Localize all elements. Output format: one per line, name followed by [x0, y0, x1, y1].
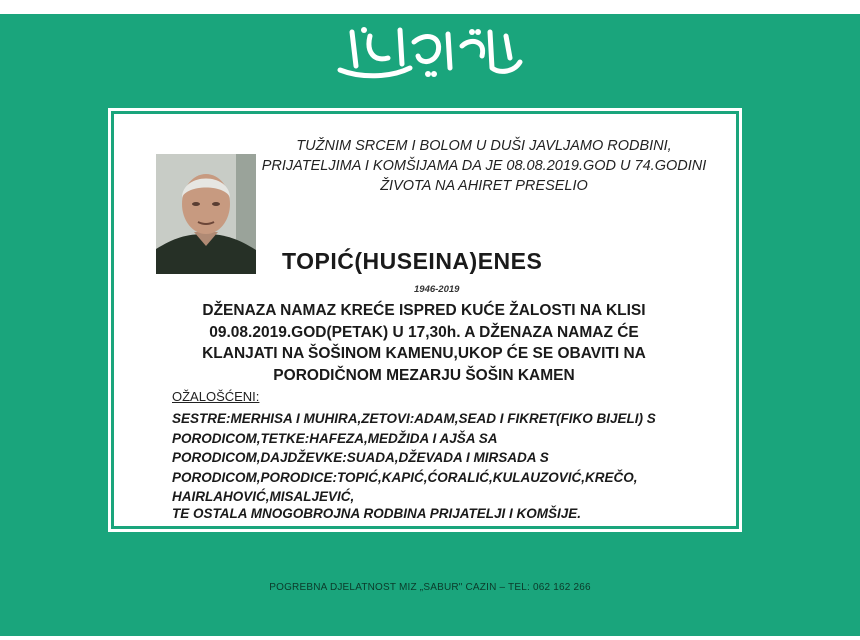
life-years: 1946-2019 — [414, 284, 460, 295]
obituary-card — [114, 114, 736, 526]
portrait-photo — [156, 154, 256, 274]
mourners-line: HAIRLAHOVIĆ,MISALJEVIĆ, — [172, 489, 355, 504]
mourners-line: PORODICOM,PORODICE:TOPIĆ,KAPIĆ,ĆORALIĆ,KULAUZOVIĆ,KREČO, — [172, 469, 638, 485]
mourners-line: PORODICOM,TETKE:HAFEZA,MEDŽIDA I AJŠA SA — [172, 430, 498, 446]
closing-line: TE OSTALA MNOGOBROJNA RODBINA PRIJATELJI I KOMŠIJE. — [172, 506, 582, 521]
mourners-label: OŽALOŠĆENI: — [172, 389, 260, 404]
funeral-home-footer: POGREBNA DJELATNOST MIZ „SABUR" CAZIN – TEL: 062 162 266 — [269, 582, 591, 593]
funeral-details: DŽENAZA NAMAZ KREĆE ISPRED KUĆE ŽALOSTI NA KLISI 09.08.2019.GOD(PETAK) U 17,30h. A DŽENAZA NAMAZ ĆE KLANJATI NA ŠOŠINOM KAMENU,UKOP ĆE SE OBAVITI NA PORODIČNOM MEZARJU ŠOŠIN KAMEN — [202, 302, 646, 384]
mourners-line: SESTRE:MERHISA I MUHIRA,ZETOVI:ADAM,SEAD I FIKRET(FIKO BIJELI) S — [172, 411, 656, 426]
deceased-name: TOPIĆ(HUSEINA)ENES — [282, 248, 543, 274]
arabic-calligraphy-logo — [330, 22, 530, 84]
intro-text: TUŽNIM SRCEM I BOLOM U DUŠI JAVLJAMO RODBINI, PRIJATELJIMA I KOMŠIJAMA DA JE 08.08.2019.GOD U 74.GODINI ŽIVOTA NA AHIRET PRESELIO — [261, 138, 707, 194]
mourners-line: PORODICOM,DAJDŽEVKE:SUADA,DŽEVADA I MIRSADA S — [172, 450, 549, 465]
mourners-list — [172, 409, 722, 507]
